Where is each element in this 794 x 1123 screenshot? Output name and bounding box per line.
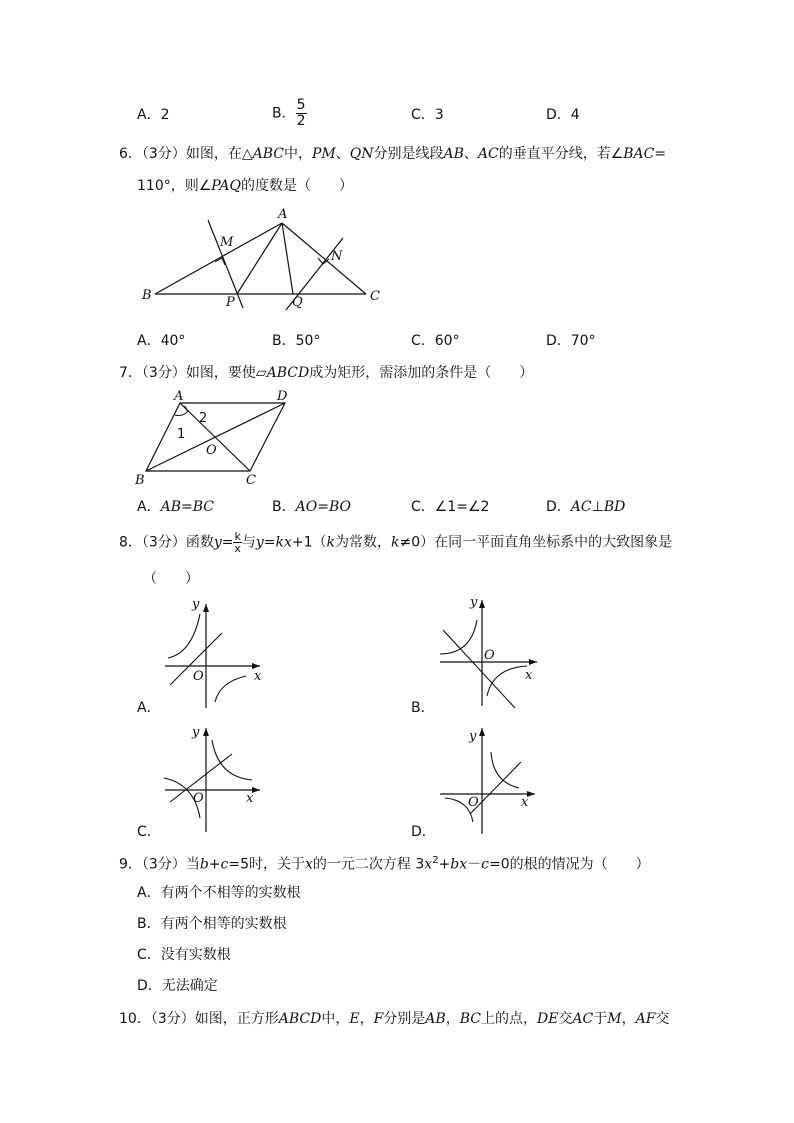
q6-option-a: A．40°: [137, 333, 186, 349]
q8-option-a: A．: [137, 700, 161, 716]
q8a-y-label: y: [192, 598, 200, 612]
q9-option-c: C．没有实数根: [137, 947, 231, 963]
q6-label-c: C: [370, 289, 380, 304]
q7-label-d: D: [277, 390, 288, 404]
q9-option-b: B．有两个相等的实数根: [137, 916, 287, 932]
q6-label-m: M: [220, 235, 234, 250]
q6-stem-line1: 6．（3分）如图，在△ABC中，PM、QN分别是线段AB、AC的垂直平分线，若∠BAC=: [119, 146, 667, 162]
q8-graph-d: [435, 722, 545, 837]
q6-label-b: B: [142, 288, 152, 303]
q6-label-q: Q: [292, 295, 303, 310]
q8b-y-label: y: [470, 595, 478, 610]
q7-label-a: A: [174, 390, 184, 404]
q8-graph-b: [435, 594, 545, 712]
q7-option-a: A．AB=BC: [137, 499, 214, 515]
q7-angle-2: 2: [199, 411, 208, 426]
q8d-origin: O: [468, 795, 479, 810]
q8-graph-a: [160, 598, 270, 713]
q7-angle-1: 1: [177, 427, 186, 442]
q7-option-b: B．AO=BO: [272, 499, 351, 515]
q8b-origin: O: [484, 648, 495, 663]
q9-stem: 9．（3分）当b+c=5时，关于x的一元二次方程 $3x^2+bx-c=0$的根的情况为（ ）: [119, 855, 650, 873]
q8-stem: 8．（3分）函数y= $\frac{k}{x}$ 与y=kx+1（k为常数，k≠0）在同一平面直角坐标系中的大致图象是: [119, 530, 673, 555]
q6-option-b: B．50°: [272, 333, 321, 349]
q5-option-a: A．2: [137, 107, 170, 123]
q5-option-c: C．3: [411, 107, 444, 123]
q6-label-a: A: [278, 207, 288, 222]
q8d-x-label: x: [521, 795, 529, 810]
q6-label-p: P: [226, 295, 235, 310]
q8c-x-label: x: [246, 791, 254, 806]
q6-option-c: C．60°: [411, 333, 460, 349]
q7-option-d: D．AC⊥BD: [546, 499, 626, 515]
q9-option-d: D．无法确定: [137, 978, 218, 994]
q7-stem: 7．（3分）如图，要使▱ABCD成为矩形，需添加的条件是（ ）: [119, 365, 534, 381]
q8a-x-label: x: [254, 669, 262, 684]
q6-option-d: D．70°: [546, 333, 596, 349]
q7-label-o: O: [206, 443, 217, 458]
q8-option-b: B．: [411, 700, 435, 716]
q6-triangle-figure: [130, 200, 400, 315]
q7-option-c: C．∠1=∠2: [411, 499, 490, 515]
q7-parallelogram-figure: [130, 390, 300, 490]
q8-option-c: C．: [137, 824, 161, 840]
q10-stem: 10．（3分）如图，正方形ABCD中，E，F分别是AB，BC上的点，DE交AC于M，AF交: [119, 1011, 670, 1027]
q8c-y-label: y: [192, 725, 200, 740]
q8a-origin: O: [193, 669, 204, 684]
q8c-origin: O: [193, 791, 204, 806]
q6-stem-line2: 110°，则∠PAQ的度数是（ ）: [137, 178, 354, 194]
q6-label-n: N: [331, 249, 343, 264]
q8-graph-c: [160, 722, 270, 837]
q8b-x-label: x: [525, 668, 533, 683]
q9-option-a: A．有两个不相等的实数根: [137, 885, 301, 901]
q7-label-b: B: [135, 473, 145, 488]
q5-option-b: B． $\frac{5}{2}$: [272, 97, 306, 129]
q5-option-d: D．4: [546, 107, 580, 123]
q8d-y-label: y: [469, 729, 477, 744]
q8-answer-paren: （ ）: [143, 571, 199, 587]
q8-option-d: D．: [411, 824, 436, 840]
q7-label-c: C: [246, 473, 256, 488]
